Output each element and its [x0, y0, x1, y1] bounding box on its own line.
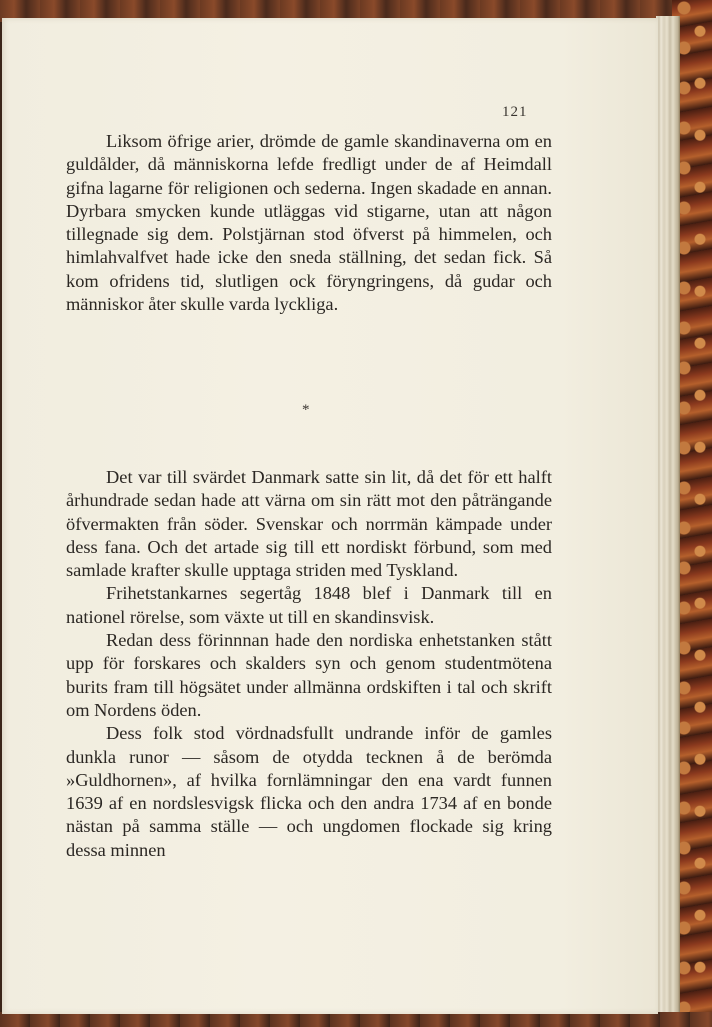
- book-binding-bottom: [0, 1012, 712, 1027]
- paragraph: Det var till svärdet Danmark satte sin lit, då det för ett halft århundrade sedan hade att värna om sin rätt mot den påträngande öfvermakten från söder. Svenskar och norrmän kämpade under dess fana. Och det artade sig till ett nordiskt förbund, som med samlade krafter skulle upptaga striden med Tyskland.: [66, 467, 552, 581]
- page-number: 121: [502, 104, 528, 120]
- paragraph: Frihetstankarnes segertåg 1848 blef i Danmark till en nationel rörelse, som växte ut till en skandinsvisk.: [66, 583, 552, 627]
- page-stack-edges: [656, 16, 680, 1016]
- section-two: [66, 466, 552, 862]
- section-one: [66, 130, 552, 316]
- paragraph: Redan dess förinnnan hade den nordiska enhetstanken stått upp för forskares och skalders syn och genom studentmötena burits fram till högsätet under allmänna ordskiften i tal och skrift om Nordens öden.: [66, 630, 552, 720]
- section-separator: *: [302, 402, 310, 418]
- paragraph: Liksom öfrige arier, drömde de gamle skandinaverna om en guldålder, då människorna lefde fredligt under de af Heimdall gifna lagarne för religionen och sederna. Ingen skadade en annan. Dyrbara smycken kunde utläggas vid stigarne, utan att någon tillegnade sig dem. Polstjärnan stod öfverst på himmelen, och himlahvalfvet hade icke den sneda ställning, det sedan fick. Så kom ofridens tid, slutligen ock föryngringens, då gudar och människor åter skulle varda lyckliga.: [66, 131, 552, 315]
- paragraph: Dess folk stod vördnadsfullt undrande inför de gamles dunkla runor — såsom de otydda tecknen å de berömda »Guldhornen», af hvilka fornlämningar den ena vardt funnen 1639 af en nordslesvigsk flicka och den andra 1734 af en bonde nästan på samma ställe — och ungdomen flockade sig kring dessa minnen: [66, 723, 552, 860]
